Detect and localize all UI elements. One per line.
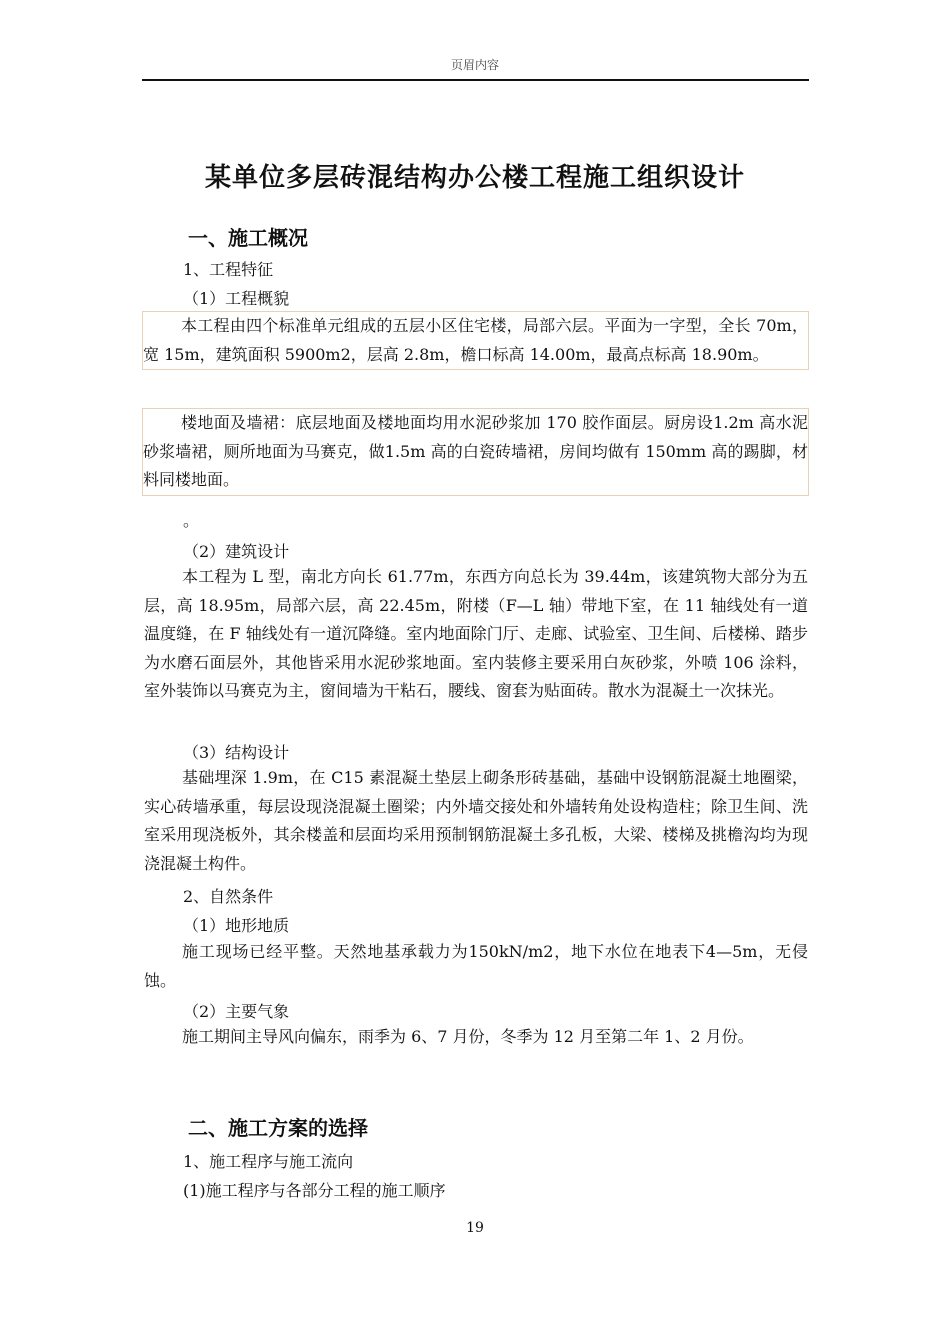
subheading-procedure-order: (1)施工程序与各部分工程的施工顺序: [183, 1181, 446, 1200]
page-header: 页眉内容: [450, 58, 499, 72]
header-rule: [142, 79, 809, 81]
subheading-structural-design: （3）结构设计: [183, 743, 290, 762]
paragraph-architectural-design: 本工程为 L 型，南北方向长 61.77m，东西方向总长为 39.44m，该建筑物大部分为五层，高 18.95m，局部六层，高 22.45m，附楼（F—L 轴）带地下室，在 11 轴线处有一道温度缝，在 F 轴线处有一道沉降缝。室内地面除门厅、走廊、试验室、卫生间、后楼梯、踏步为水磨石面层外，其他皆采用水泥砂浆地面。室内装修主要采用白灰砂浆，外喷 106 涂料，室外装饰以马赛克为主，窗间墙为干粘石，腰线、窗套为贴面砖。散水为混凝土一次抹光。: [144, 567, 808, 700]
subheading-terrain-geology: （1）地形地质: [183, 916, 290, 935]
subheading-engineering-features: 1、工程特征: [183, 260, 274, 279]
paragraph-floors-and-dados: 楼地面及墙裙：底层地面及楼地面均用水泥砂浆加 170 胶作面层。厨房设1.2m 高水泥砂浆墙裙，厕所地面为马赛克，做1.5m 高的白瓷砖墙裙，房间均做有 150mm 高的踢脚，材料同楼地面。: [142, 408, 809, 496]
subheading-climate: （2）主要气象: [183, 1002, 290, 1021]
paragraph-structural-design: 基础埋深 1.9m，在 C15 素混凝土垫层上砌条形砖基础，基础中设钢筋混凝土地圈梁，实心砖墙承重，每层设现浇混凝土圈梁；内外墙交接处和外墙转角处设构造柱；除卫生间、洗室采用现浇板外，其余楼盖和层面均采用预制钢筋混凝土多孔板，大梁、楼梯及挑檐沟均为现浇混凝土构件。: [144, 768, 808, 873]
stray-period: 。: [183, 511, 200, 530]
subheading-architectural-design: （2）建筑设计: [183, 542, 290, 561]
section-heading-1: 一、施工概况: [188, 226, 308, 250]
document-title: 某单位多层砖混结构办公楼工程施工组织设计: [204, 163, 745, 193]
paragraph-terrain-geology: 施工现场已经平整。天然地基承载力为150kN/m2，地下水位在地表下4—5m，无侵蚀。: [144, 942, 808, 990]
paragraph-project-overview: 本工程由四个标准单元组成的五层小区住宅楼，局部六层。平面为一字型，全长 70m，宽 15m，建筑面积 5900m2，层高 2.8m，檐口标高 14.00m，最高点标高 18.90m。: [142, 311, 809, 370]
subheading-construction-sequence: 1、施工程序与施工流向: [183, 1152, 354, 1171]
subheading-project-overview: （1）工程概貌: [183, 289, 290, 308]
page-number: 19: [466, 1220, 484, 1236]
paragraph-climate: 施工期间主导风向偏东，雨季为 6、7 月份，冬季为 12 月至第二年 1、2 月份。: [182, 1027, 754, 1046]
section-heading-2: 二、施工方案的选择: [188, 1116, 368, 1140]
subheading-natural-conditions: 2、自然条件: [183, 887, 274, 906]
